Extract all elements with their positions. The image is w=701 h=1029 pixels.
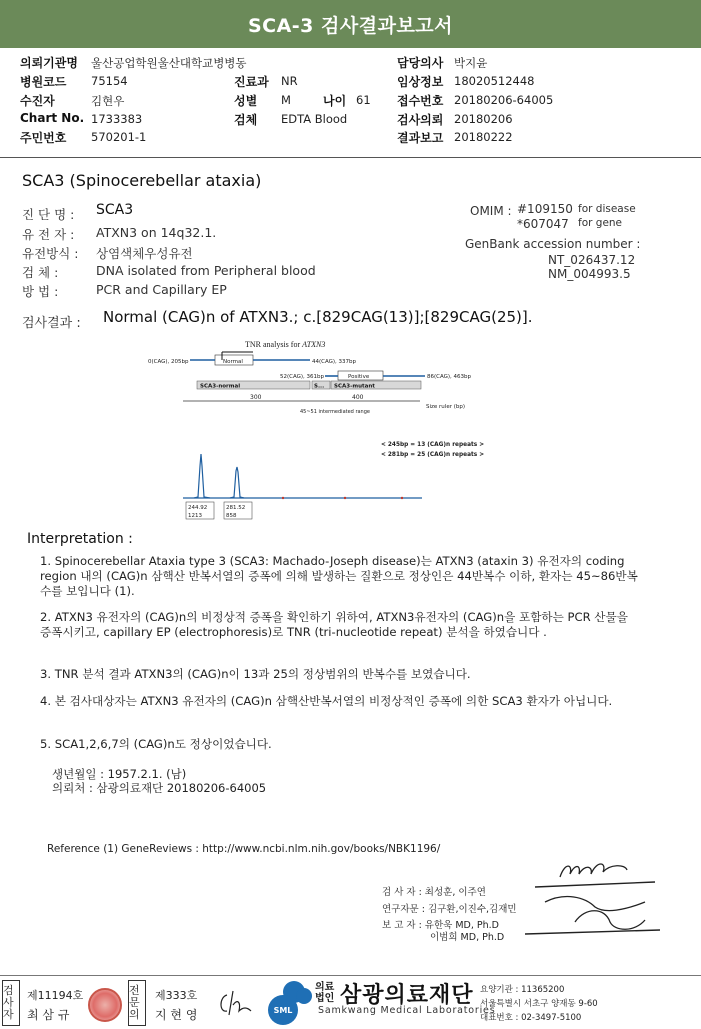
institution-label: 의뢰기관명 — [20, 56, 78, 70]
tester-license: 제11194호 — [27, 989, 84, 1002]
tnr-figure — [140, 336, 490, 526]
tick-300: 300 — [250, 394, 262, 401]
researcher-line: 연구자문 : 김구환,이진수,김재민 — [382, 904, 517, 915]
birth-date: 생년월일 : 1957.2.1. (남) — [52, 767, 187, 781]
signature-stroke — [535, 882, 655, 887]
signature-stroke — [525, 930, 660, 934]
peak-1-height: 1213 — [188, 513, 202, 519]
peak-2-height: 858 — [226, 513, 237, 519]
specialist-signature — [215, 985, 255, 1023]
requester: 의뢰처 : 삼광의료재단 20180206-64005 — [52, 781, 267, 795]
inherit-label: 유전방식 : — [22, 246, 79, 261]
omim-disease-note: for disease — [578, 203, 636, 215]
interpretation-3: 3. TNR 분석 결과 ATXN3의 (CAG)n이 13과 25의 정상범위의 반복수를 보였습니다. — [40, 667, 471, 681]
marker-dot — [401, 497, 403, 499]
peak-1 — [194, 454, 210, 498]
age-value: 61 — [356, 93, 371, 107]
peak-1-size: 244.92 — [188, 505, 208, 511]
tester-line: 검 사 자 : 최성훈, 이주연 — [382, 887, 486, 898]
diag-value: SCA3 — [96, 202, 134, 218]
receipt-value: 20180206-64005 — [454, 93, 554, 107]
method-value: PCR and Capillary EP — [96, 282, 227, 297]
institution-code: 요양기관 : 11365200 — [480, 985, 565, 995]
specialist-vertical-label: 전문의 — [128, 980, 146, 1026]
result-label: 검사결과 : — [22, 316, 81, 331]
gene-label: 유 전 자 : — [22, 227, 75, 242]
patient-value: 김현우 — [91, 94, 125, 108]
chart-value: 1733383 — [91, 112, 143, 126]
hospital-code-value: 75154 — [91, 74, 128, 88]
tnr-title: TNR analysis for ATXN3 — [245, 340, 326, 349]
size-ruler-label: Size ruler (bp) — [426, 404, 465, 410]
peak-2 — [230, 467, 244, 498]
interpretation-4: 4. 본 검사대상자는 ATXN3 유전자의 (CAG)n 삼핵산반복서열의 비정상적인 증폭에 의한 SCA3 환자가 아닙니다. — [40, 694, 613, 708]
report-heading: SCA3 (Spinocerebellar ataxia) — [22, 171, 262, 190]
brand-name: 삼광의료재단 — [340, 983, 474, 1008]
sex-value: M — [281, 93, 291, 107]
receipt-label: 접수번호 — [397, 94, 444, 108]
hospital-code-label: 병원코드 — [20, 75, 67, 89]
specialist-license: 제333호 — [155, 989, 198, 1002]
repeat-1: < 245bp = 13 (CAG)n repeats > — [381, 442, 485, 448]
clinical-value: 18020512448 — [454, 74, 535, 88]
specimen-type-value: DNA isolated from Peripheral blood — [96, 263, 316, 278]
signature-stroke — [560, 864, 627, 877]
report-date-value: 20180222 — [454, 130, 513, 144]
inherit-value: 상염색체우성유전 — [96, 246, 193, 261]
genbank-1: NT_026437.12 — [548, 253, 636, 267]
bar-mutant-label: SCA3-mutant — [334, 383, 375, 390]
age-label: 나이 — [323, 94, 347, 108]
official-seal-icon — [88, 988, 122, 1022]
specimen-value: EDTA Blood — [281, 112, 348, 126]
genbank-2: NM_004993.5 — [548, 267, 631, 281]
intermediate-label: 45~51 intermediated range — [300, 409, 370, 415]
specimen-label: 검체 — [234, 113, 258, 127]
section-divider — [0, 157, 701, 158]
genbank-label: GenBank accession number : — [465, 237, 641, 251]
label-positive-start: 52(CAG), 361bp — [280, 374, 325, 380]
signature-handwriting — [515, 852, 665, 952]
repeat-2: < 281bp = 25 (CAG)n repeats > — [381, 452, 485, 458]
brand-small-1: 의료 — [315, 982, 335, 993]
doctor-value: 박지윤 — [454, 56, 488, 70]
report-title: SCA-3 검사결과보고서 — [0, 0, 701, 48]
institution-value: 울산공업학원울산대학교병병동 — [91, 56, 247, 70]
reporter-line: 보 고 자 : 유한욱 MD, Ph.D — [382, 920, 499, 931]
request-label: 검사의뢰 — [397, 113, 444, 127]
bar-normal-label: SCA3-normal — [200, 383, 241, 390]
specimen-type-label: 검 체 : — [22, 265, 59, 280]
label-right-end: 86(CAG), 463bp — [427, 374, 472, 380]
marker-dot — [282, 497, 284, 499]
interpretation-5: 5. SCA1,2,6,7의 (CAG)n도 정상이었습니다. — [40, 737, 272, 751]
interpretation-1: 1. Spinocerebellar Ataxia type 3 (SCA3: Machado-Joseph disease)는 ATXN3 (ataxin 3) 유전자의 coding region 내의 (CAG)n 삼핵산 반복서열의 증폭에 의해 발생하는 질환으로 정상인은 44반복수 이하, 환자는 45~86반복수를 보입니다 (1). — [40, 554, 638, 598]
interpretation-heading: Interpretation : — [27, 531, 133, 547]
logo-shape — [296, 988, 312, 1004]
specialist-name: 지 현 영 — [155, 1008, 198, 1022]
rrn-value: 570201-1 — [91, 130, 147, 144]
request-value: 20180206 — [454, 112, 513, 126]
sex-label: 성별 — [234, 94, 258, 108]
bar-s-label: S... — [314, 383, 325, 390]
interpretation-2: 2. ATXN3 유전자의 (CAG)n의 비정상적 증폭을 확인하기 위하여, ATXN3유전자의 (CAG)n을 포함하는 PCR 산물을 증폭시키고, capillary EP (electrophoresis)로 TNR (tri-nucleotide repeat) 분석을 하였습니다 . — [40, 610, 628, 639]
omim-disease: #109150 — [517, 202, 573, 216]
clinical-label: 임상정보 — [397, 75, 444, 89]
sml-logo-icon: SML — [268, 995, 298, 1025]
signature-stroke — [545, 897, 645, 911]
label-positive: Positive — [348, 374, 370, 380]
label-normal: Normal — [223, 359, 243, 365]
diag-label: 진 단 명 : — [22, 207, 75, 222]
chart-label: Chart No. — [20, 111, 85, 125]
label-normal-end: 44(CAG), 337bp — [312, 359, 357, 365]
omim-gene: *607047 — [517, 217, 569, 231]
method-label: 방 법 : — [22, 284, 59, 299]
dept-value: NR — [281, 74, 298, 88]
tester-name: 최 삼 규 — [27, 1008, 70, 1022]
rrn-label: 주민번호 — [20, 131, 67, 145]
peak-2-size: 281.52 — [226, 505, 246, 511]
brand-small-2: 법인 — [315, 993, 335, 1004]
footer-divider — [0, 975, 701, 976]
tick-400: 400 — [352, 394, 364, 401]
label-left-end: 0(CAG), 205bp — [148, 359, 189, 365]
address: 서울특별시 서초구 양재동 9-60 — [480, 999, 598, 1009]
report-date-label: 결과보고 — [397, 131, 444, 145]
doctor-label: 담당의사 — [397, 56, 444, 70]
result-value: Normal (CAG)n of ATXN3.; c.[829CAG(13)];[829CAG(25)]. — [103, 308, 533, 326]
patient-label: 수진자 — [20, 94, 55, 108]
reference: Reference (1) GeneReviews : http://www.ncbi.nlm.nih.gov/books/NBK1196/ — [47, 843, 441, 855]
marker-dot — [344, 497, 346, 499]
tester-vertical-label: 검사자 — [2, 980, 20, 1026]
omim-gene-note: for gene — [578, 217, 623, 229]
dept-label: 진료과 — [234, 75, 269, 89]
signature-stroke — [221, 991, 251, 1015]
phone: 대표번호 : 02-3497-5100 — [480, 1013, 582, 1023]
signature-stroke — [575, 911, 645, 930]
omim-label: OMIM : — [470, 204, 512, 218]
reporter-line-2: 이범희 MD, Ph.D — [430, 932, 505, 943]
brand-english: Samkwang Medical Laboratories — [318, 1005, 496, 1016]
gene-value: ATXN3 on 14q32.1. — [96, 225, 217, 240]
